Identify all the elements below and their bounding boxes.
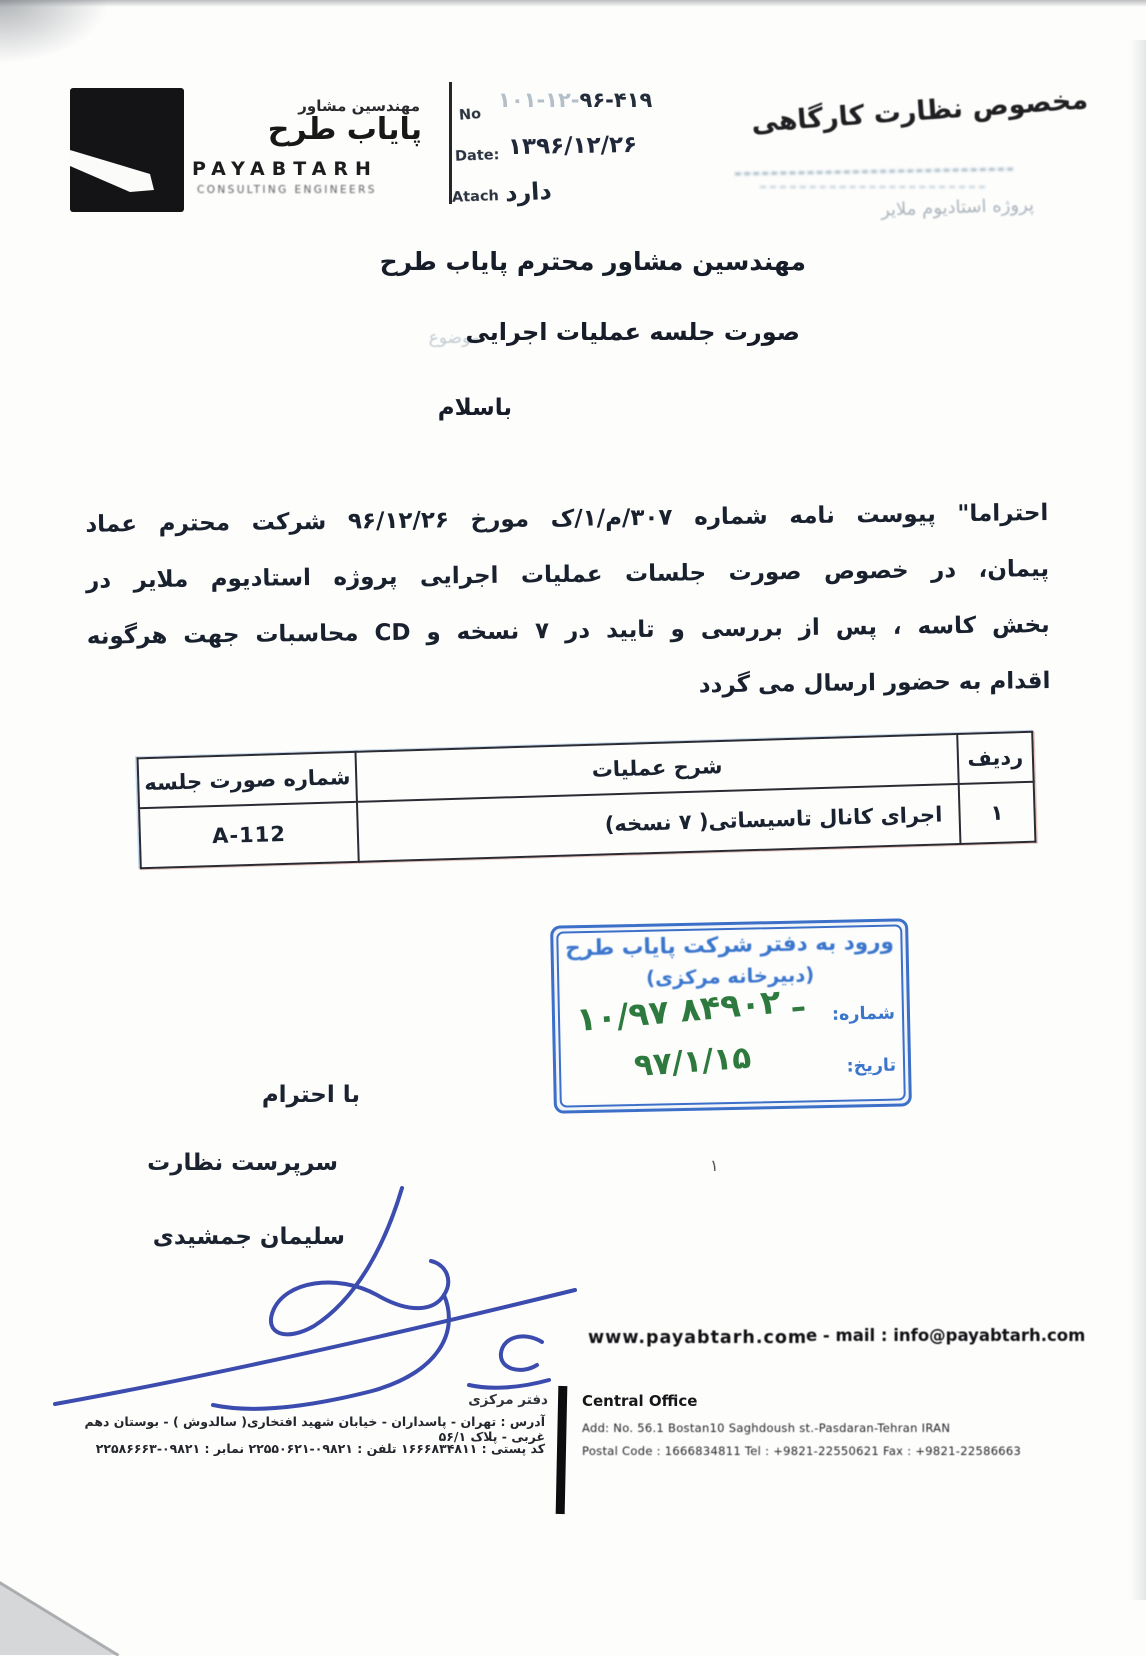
attach-field-value: دارد	[504, 176, 553, 208]
brand-en-tagline: CONSULTING ENGINEERS	[197, 184, 377, 196]
brand-en-name: PAYABTARH	[192, 158, 378, 180]
signer-name: سلیمان جمشیدی	[152, 1224, 345, 1250]
cell-description: اجرای کانال تاسیساتی( ۷ نسخه)	[357, 784, 960, 862]
payabtarh-logo	[70, 88, 184, 212]
footer-fa-contact: کد پستی : ۱۶۶۶۸۳۴۸۱۱ تلفن : ۰۹۸۲۱-۲۲۵۵۰۶۲۱ نمابر : ۰۹۸۲۱-۲۲۵۸۶۶۶۳	[95, 1441, 545, 1456]
footer-en-contact: Postal Code : 1666834811 Tel : +9821-22550621 Fax : +9821-22586663	[582, 1444, 1022, 1458]
signer-title: سرپرست نظارت	[147, 1150, 338, 1176]
no-field-label: No	[458, 106, 482, 124]
scan-artifact-top-edge	[0, 0, 1146, 7]
no-value-faint-part: ۱۰۱-۱۲-	[498, 88, 580, 112]
stamp-date-handwritten: ۹۷/۱/۱۵	[632, 1039, 753, 1085]
letter-body	[85, 485, 1051, 721]
footer-fa-office-title: دفتر مرکزی	[468, 1392, 548, 1408]
subject-label-faint: موضوع	[428, 328, 480, 348]
handwritten-annotation-line1: مخصوص نظارت کارگاهی	[749, 84, 1089, 139]
footer-en-office-title: Central Office	[582, 1392, 698, 1410]
handwritten-annotation-line2: پروژه استادیوم ملایر	[880, 194, 1035, 221]
footer-website: www.payabtarh.com	[588, 1328, 808, 1348]
scan-artifact-dashes-1	[735, 168, 1013, 176]
body-line-1: احتراما" پیوست نامه شماره ۳۰۷/م/۱/ک مورخ ۹۶/۱۲/۲۶ شرکت محترم عماد	[85, 499, 1049, 538]
no-value-dark-part: ۹۶-۴۱۹	[579, 88, 653, 112]
closing-regards: با احترام	[261, 1082, 360, 1108]
attach-field-label: Atach	[451, 188, 500, 206]
stamp-number-label: شماره:	[831, 1003, 896, 1025]
recipient-line: مهندسین مشاور محترم پایاب طرح	[379, 247, 806, 276]
operations-table-wrapper	[137, 731, 1037, 870]
tiny-pen-mark: ۱	[710, 1156, 719, 1175]
footer-divider-bar	[556, 1386, 568, 1514]
operations-table	[137, 731, 1037, 870]
body-line-3: بخش کاسه ، پس از بررسی و تایید در ۷ نسخه و CD محاسبات جهت هرگونه	[86, 611, 1050, 650]
header-cell-minutes-number: شماره صورت جلسه	[138, 752, 358, 808]
cell-minutes-number: A-112	[139, 802, 359, 868]
date-field-value: ۱۳۹۶/۱۲/۲۶	[507, 131, 638, 161]
header-cell-row-number: ردیف	[957, 732, 1034, 784]
cell-row-number: ۱	[958, 782, 1035, 844]
header-cell-description: شرح عملیات	[356, 734, 959, 802]
footer-fa-address: آدرس : تهران - پاسداران - خیابان شهید افتخاری( سالدوش ) - بوستان دهم غربی - پلاک ۵۶/۱	[84, 1414, 545, 1444]
stamp-date-label: تاریخ:	[846, 1055, 897, 1077]
scan-artifact-topleft-smudge	[0, 0, 110, 64]
brand-fa-tagline: مهندسین مشاور	[298, 97, 420, 115]
footer-email: e - mail : info@payabtarh.com	[806, 1326, 1086, 1345]
scan-artifact-right-edge	[1130, 40, 1146, 1600]
body-line-2: پیمان، در خصوص صورت جلسات عملیات اجرایی پروژه استادیوم ملایر در	[85, 555, 1050, 594]
stamp-title-line2: (دبیرخانه مرکزی)	[645, 963, 815, 990]
logo-mark-icon	[70, 88, 184, 212]
date-field-label: Date:	[454, 147, 500, 165]
body-line-4: اقدام به حضور ارسال می گردد	[698, 667, 1051, 699]
no-field-value	[498, 88, 652, 112]
scan-artifact-dashes-2	[760, 186, 985, 188]
salutation-line: باسلام	[437, 395, 512, 421]
header-divider-line	[449, 82, 452, 204]
stamp-number-handwritten: ۱۰/۹۷ ـ ۸۴۹۰۲	[574, 979, 805, 1040]
subject-line: صورت جلسه عملیات اجرایی	[465, 318, 800, 346]
brand-fa-name: پایاب طرح	[267, 112, 422, 147]
stamp-title-line1: ورود به دفتر شرکت پایاب طرح	[564, 929, 895, 962]
office-entry-stamp	[550, 918, 912, 1113]
footer-en-address: Add: No. 56.1 Bostan10 Saghdoush st.-Pasdaran-Tehran IRAN	[582, 1421, 951, 1435]
